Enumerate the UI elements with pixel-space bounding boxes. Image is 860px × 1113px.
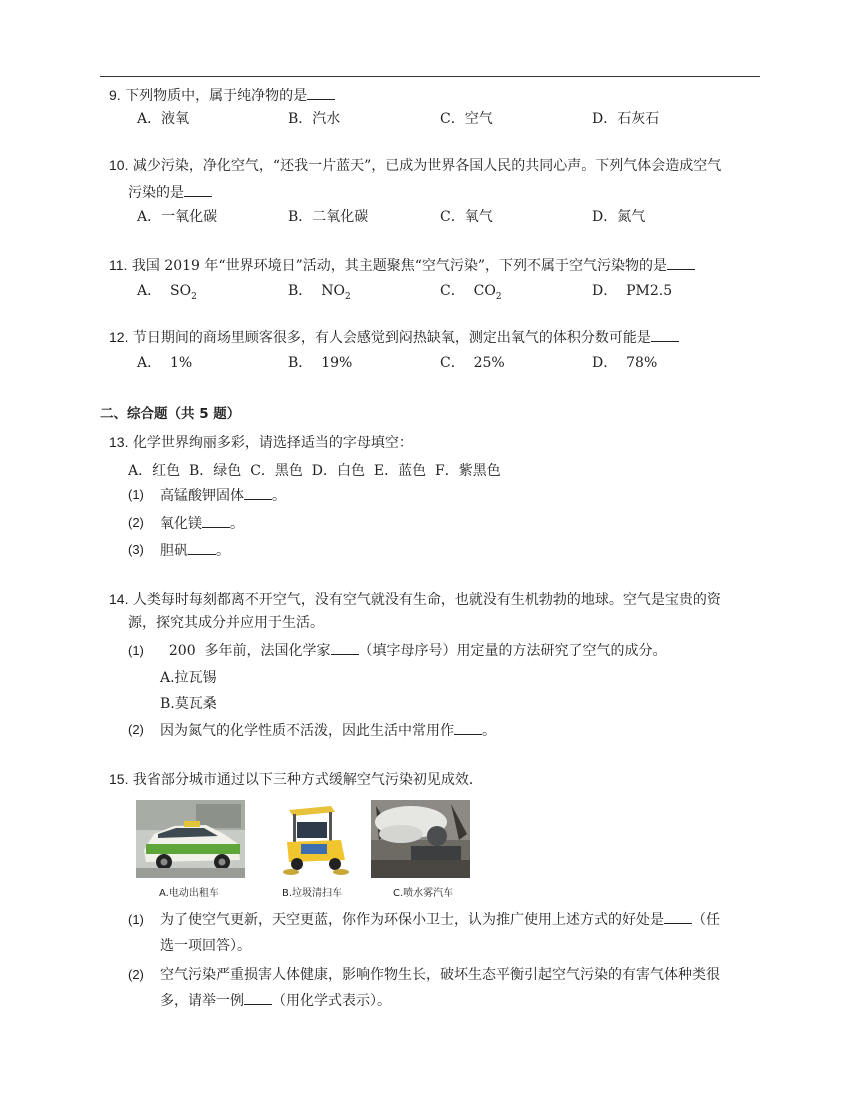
sub-text-end: （用化学式表示）。 (272, 993, 391, 1009)
options-10 (137, 206, 757, 228)
sub-question-2-line2 (160, 990, 391, 1010)
option-a[interactable]: A.拉瓦锡 (160, 670, 217, 686)
answer-blank[interactable] (244, 485, 272, 500)
option-label: D． (592, 283, 618, 299)
answer-blank[interactable] (307, 85, 335, 100)
option-c[interactable] (440, 280, 502, 302)
question-number: 11. (109, 257, 128, 273)
question-number: 13. (109, 434, 129, 450)
question-text: 我国 2019 年“世界环境日”活动，其主题聚焦“空气污染”，下列不属于空气污染物的是 (131, 258, 668, 274)
question-12 (109, 324, 761, 351)
option-d[interactable]: D．氮气 (592, 209, 646, 225)
option-c[interactable]: C．空气 (440, 111, 493, 127)
sub-text-line2: 选一项回答）。 (160, 938, 251, 954)
sub-question-3 (160, 540, 230, 560)
question-10-line2 (128, 180, 780, 206)
option-label: A． (137, 283, 162, 299)
answer-blank[interactable] (202, 513, 230, 528)
formula-subscript: 2 (344, 291, 351, 302)
question-text: 化学世界绚丽多彩，请选择适当的字母填空： (132, 435, 413, 451)
question-text-line2: 污染的是 (128, 185, 184, 201)
question-13 (109, 429, 761, 456)
sub-text-end: 。 (482, 723, 496, 739)
sub-number: (2) (128, 722, 144, 737)
question-text-line1: 减少污染，净化空气，“还我一片蓝天”，已成为世界各国人民的共同心声。下列气体会造成空气 (132, 158, 722, 174)
sub-question-1 (160, 640, 667, 660)
sub-number: (2) (128, 967, 144, 982)
answer-blank[interactable] (667, 255, 695, 270)
option-a[interactable]: A．液氧 (137, 111, 190, 127)
formula: PM2.5 (626, 283, 673, 299)
option-d[interactable]: D． 78% (592, 355, 658, 371)
caption-b: B.垃圾清扫车 (282, 888, 343, 899)
sub-text-end: 。 (230, 516, 244, 532)
sub-question-2-line1: 空气污染严重损害人体健康，影响作物生长，破坏生态平衡引起空气污染的有害气体种类很 (160, 967, 720, 983)
sub-text-end: （填字母序号）用定量的方法研究了空气的成分。 (358, 643, 667, 659)
option-d[interactable]: D．石灰石 (592, 111, 660, 127)
question-10 (109, 152, 761, 179)
formula: SO (170, 283, 192, 299)
sub-text-end: （任 (692, 912, 720, 928)
formula: CO (473, 283, 496, 299)
answer-blank[interactable] (188, 540, 216, 555)
question-15 (109, 766, 761, 793)
option-b[interactable]: B． 19% (288, 355, 353, 371)
sub-text: 高锰酸钾固体 (160, 488, 244, 504)
section-title: 二、综合题（共 5 题） (100, 406, 241, 422)
sub-number: (1) (128, 643, 144, 658)
option-b[interactable]: B．汽水 (288, 111, 341, 127)
question-number: 10. (109, 157, 129, 173)
formula-subscript: 2 (191, 291, 197, 302)
sub-text-end: 。 (272, 488, 286, 504)
question-text: 我省部分城市通过以下三种方式缓解空气污染初见成效． (132, 772, 483, 788)
option-b[interactable]: B.莫瓦桑 (160, 696, 217, 712)
electric-taxi-image (136, 800, 245, 878)
formula: NO (321, 283, 345, 299)
answer-blank[interactable] (454, 720, 482, 735)
answer-blank[interactable] (651, 327, 679, 342)
question-number: 12. (109, 329, 129, 345)
sub-number: (1) (128, 487, 144, 502)
question-number: 15. (109, 771, 129, 787)
options-9 (137, 108, 757, 130)
formula-subscript: 2 (495, 291, 502, 302)
question-9 (109, 82, 761, 109)
question-11 (109, 252, 761, 279)
answer-blank[interactable] (331, 640, 359, 655)
answer-blank[interactable] (664, 909, 692, 924)
option-label: B． (288, 283, 313, 299)
question-14 (109, 586, 761, 613)
option-a[interactable]: A．一氧化碳 (137, 209, 218, 225)
sub-number: (1) (128, 912, 144, 927)
option-label: C． (440, 283, 465, 299)
answer-blank[interactable] (244, 990, 272, 1005)
sub-text: 胆矾 (160, 543, 188, 559)
sub-text: 200 多年前，法国化学家 (160, 643, 331, 659)
sub-question-2 (160, 720, 496, 740)
sub-question-1 (160, 485, 286, 505)
question-text-line2: 源，探究其成分并应用于生活。 (128, 615, 324, 631)
sub-question-2 (160, 513, 244, 533)
sub-text: 为了使空气更新，天空更蓝，你作为环保小卫士，认为推广使用上述方式的好处是 (160, 912, 664, 928)
option-a[interactable] (137, 280, 197, 302)
option-a[interactable]: A． 1% (137, 355, 193, 371)
question-number: 14. (109, 591, 129, 607)
sub-number: (2) (128, 515, 144, 530)
option-c[interactable]: C． 25% (440, 355, 505, 371)
question-text: 下列物质中，属于纯净物的是 (125, 88, 308, 104)
spray-truck-image (371, 800, 470, 878)
header-rule (100, 76, 760, 77)
question-number: 9. (109, 87, 121, 103)
street-sweeper-image (281, 800, 351, 878)
sub-text: 因为氮气的化学性质不活泼，因此生活中常用作 (160, 723, 454, 739)
option-b[interactable] (288, 280, 351, 302)
options-12 (137, 352, 757, 374)
sub-text: 氧化镁 (160, 516, 202, 532)
sub-text: 多，请举一例 (160, 993, 244, 1009)
sub-text-end: 。 (216, 543, 230, 559)
question-text-line1: 人类每时每刻都离不开空气，没有空气就没有生命，也就没有生机勃勃的地球。空气是宝贵的资 (132, 592, 721, 608)
options-11 (137, 280, 757, 302)
color-choices: A．红色 B．绿色 C．黑色 D．白色 E．蓝色 F．紫黑色 (128, 463, 501, 479)
sub-question-1 (160, 909, 720, 929)
option-d[interactable] (592, 280, 672, 300)
caption-c: C.喷水雾汽车 (393, 888, 454, 899)
answer-blank[interactable] (184, 182, 212, 197)
sub-number: (3) (128, 542, 144, 557)
question-text: 节日期间的商场里顾客很多，有人会感觉到闷热缺氧，测定出氧气的体积分数可能是 (132, 330, 651, 346)
option-b[interactable]: B．二氧化碳 (288, 209, 369, 225)
caption-a: A.电动出租车 (159, 888, 219, 899)
option-c[interactable]: C．氧气 (440, 209, 493, 225)
